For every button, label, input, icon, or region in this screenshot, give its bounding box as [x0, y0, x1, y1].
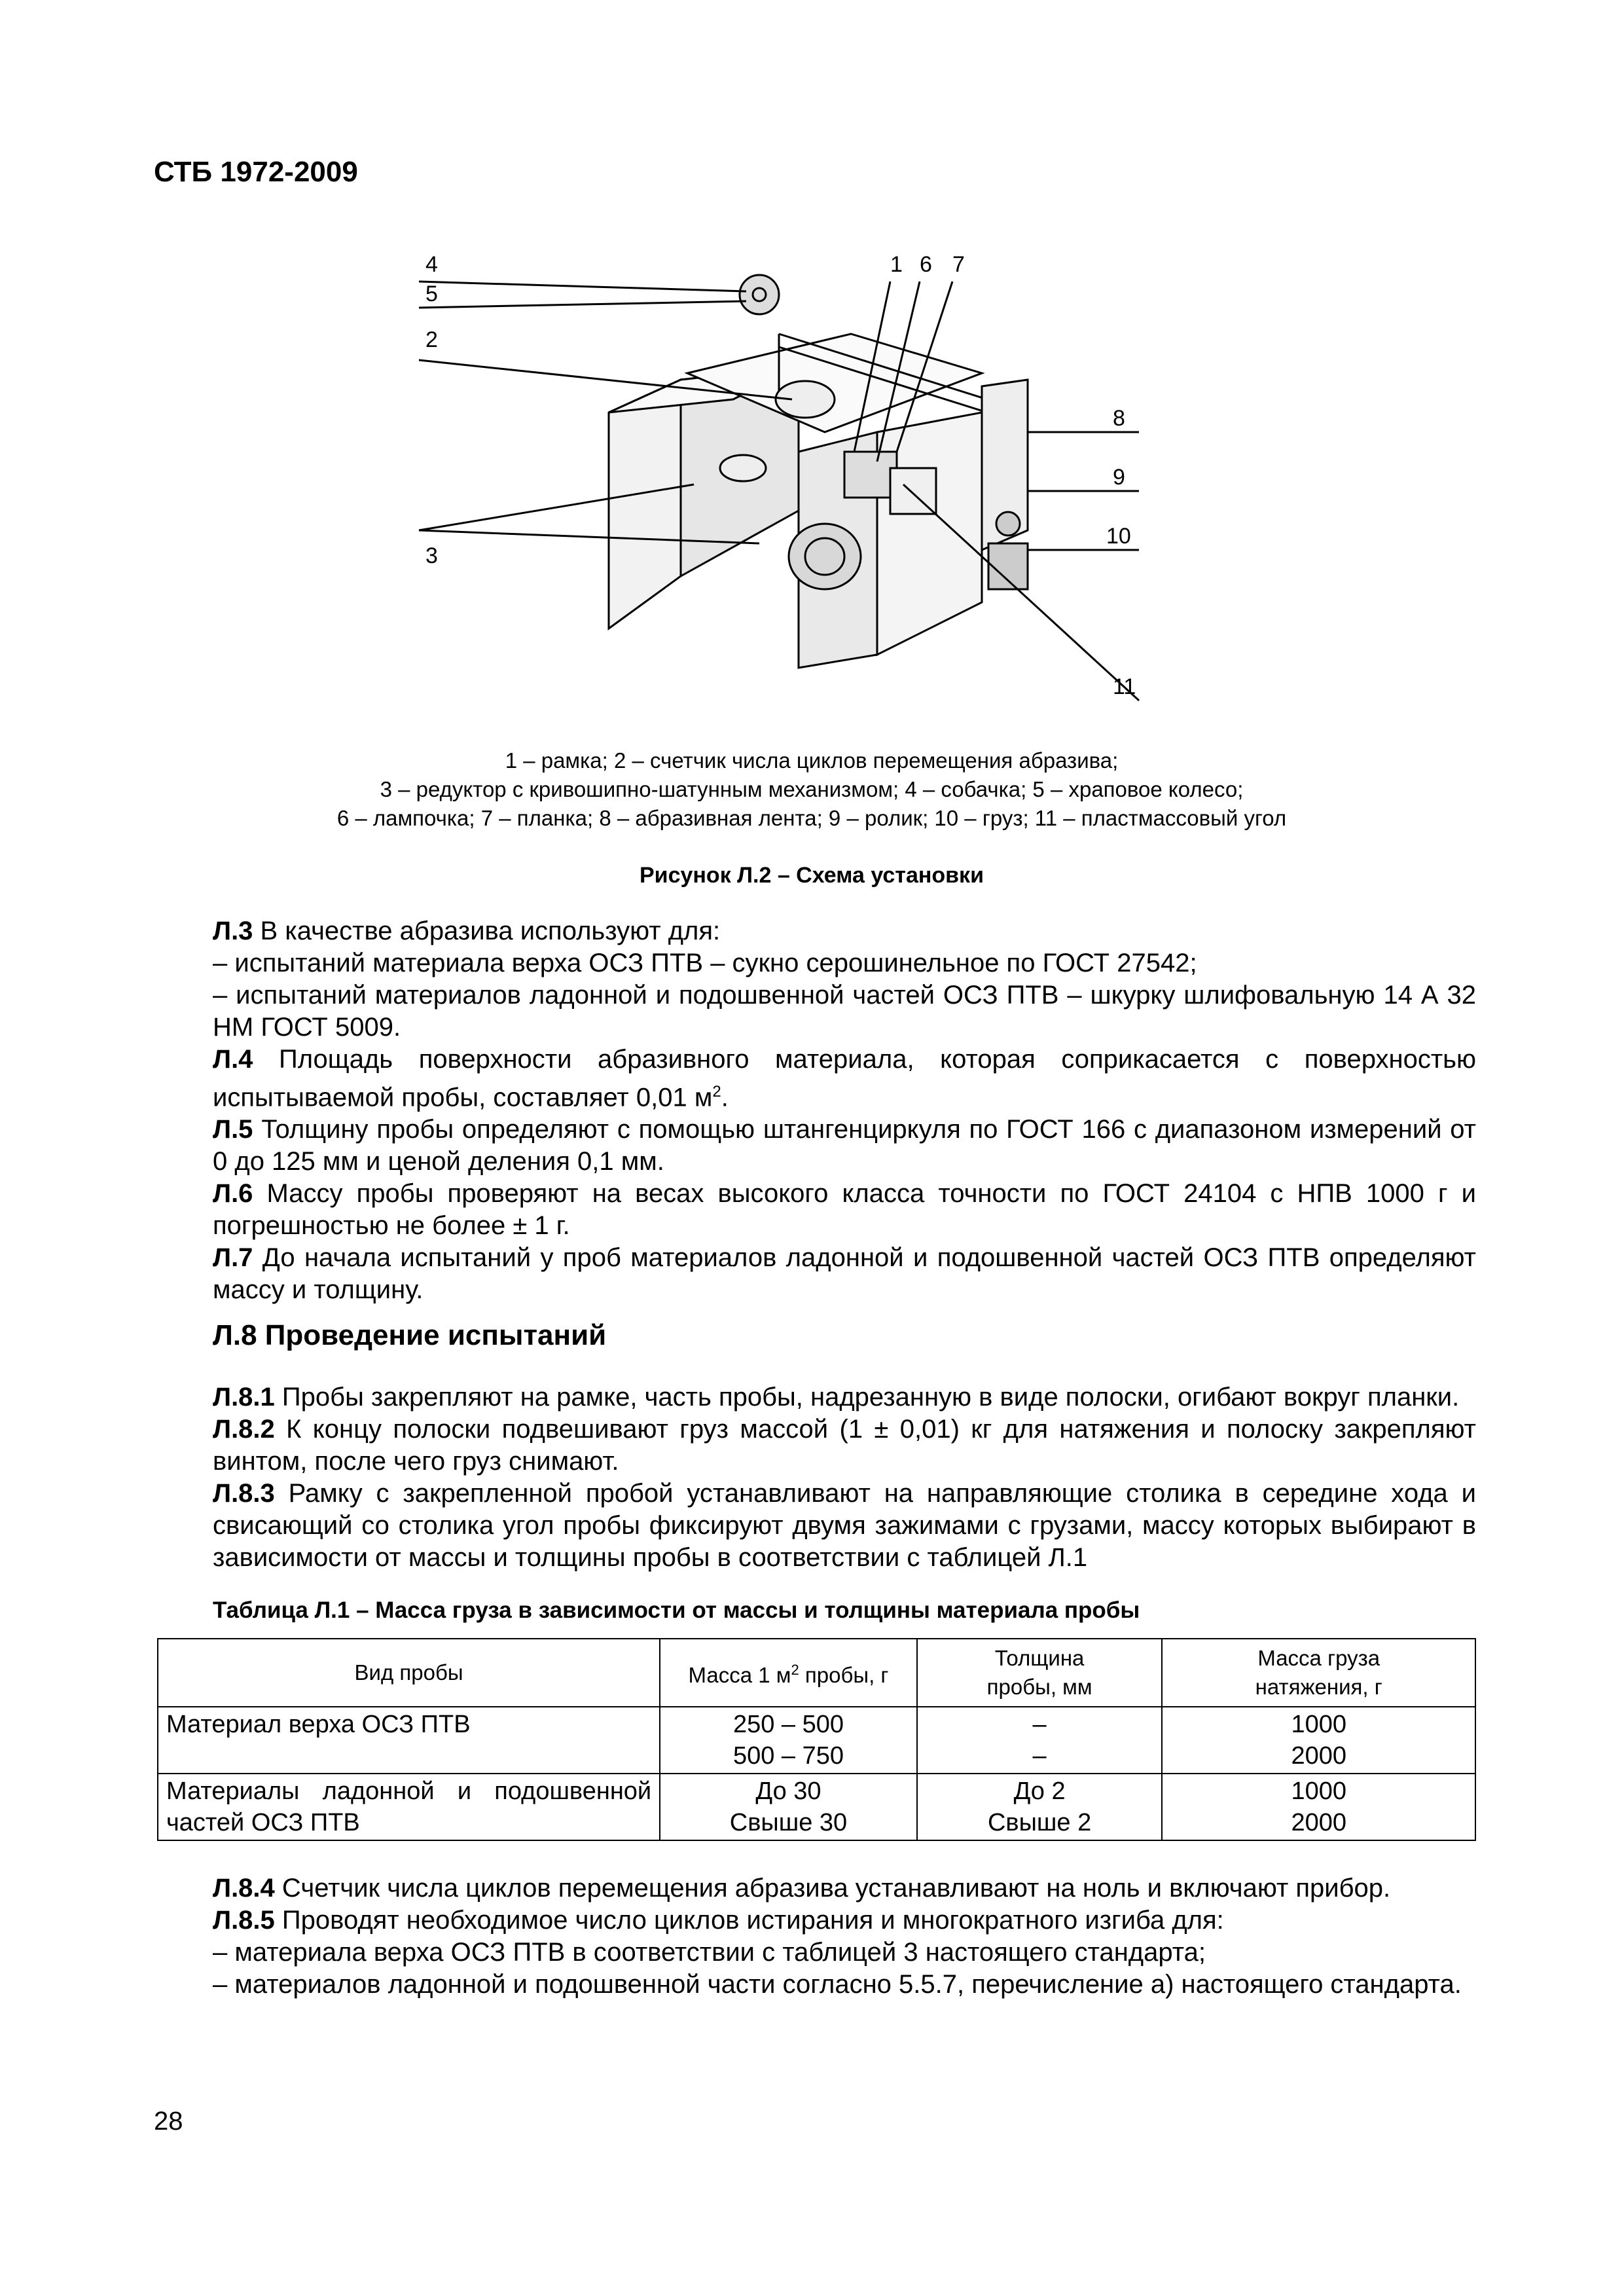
callout-11: 11 — [1113, 674, 1136, 699]
table-row — [158, 1707, 1475, 1774]
paragraph-l84 — [213, 1872, 1476, 1904]
header-line: Масса груза — [1257, 1646, 1380, 1670]
figure-legend — [196, 746, 1427, 833]
cell-mass — [660, 1774, 917, 1840]
header-mass-unit: пробы, г — [799, 1663, 889, 1687]
cell-line: 1000 — [1291, 1711, 1346, 1738]
paragraph-l85 — [213, 1904, 1476, 1937]
cell-line: 1000 — [1291, 1777, 1346, 1805]
callout-3: 3 — [425, 543, 438, 568]
header-mass — [660, 1639, 917, 1707]
cell-line: 500 – 750 — [732, 1742, 844, 1770]
body-text-bottom — [213, 1872, 1476, 2001]
table-header-row — [158, 1639, 1475, 1707]
paragraph-text: Рамку с закрепленной пробой устанавливают на направляющие столика в середине хода и свисающий со столика угол пробы фиксируют двумя зажимами с грузами, массу которых выбирают в зависимости от массы и толщины пробы в соответствии с таблицей Л.1 — [213, 1479, 1476, 1572]
header-kind: Вид пробы — [158, 1639, 660, 1707]
cell-line: Свыше 30 — [729, 1809, 848, 1836]
table-row — [158, 1774, 1475, 1840]
document-header: СТБ 1972-2009 — [154, 156, 358, 188]
list-item: – испытаний материала верха ОСЗ ПТВ – сукно серошинельное по ГОСТ 27542; — [213, 949, 1197, 977]
paragraph-l5 — [213, 1114, 1476, 1178]
cell-line: – — [1032, 1711, 1047, 1738]
legend-line: 1 – рамка; 2 – счетчик числа циклов перемещения абразива; — [505, 748, 1119, 773]
list-item: – материалов ладонной и подошвенной части согласно 5.5.7, перечисление а) настоящего стандарта. — [213, 1970, 1462, 1999]
paragraph-id: Л.5 — [213, 1115, 253, 1144]
paragraph-text: Счетчик числа циклов перемещения абразива устанавливают на ноль и включают прибор. — [274, 1874, 1391, 1903]
paragraph-id: Л.7 — [213, 1243, 253, 1273]
paragraph-end: . — [721, 1083, 729, 1112]
paragraph-l6 — [213, 1178, 1476, 1242]
list-item: – материала верха ОСЗ ПТВ в соответствии с таблицей 3 настоящего стандарта; — [213, 1938, 1206, 1967]
paragraph-text: В качестве абразива используют для: — [253, 917, 721, 945]
cell-kind: Материал верха ОСЗ ПТВ — [158, 1707, 660, 1774]
cell-line: 250 – 500 — [732, 1711, 844, 1738]
paragraph-text: К концу полоски подвешивают груз массой (1 ± 0,01) кг для натяжения и полоску закрепляют винтом, после чего груз снимают. — [213, 1415, 1476, 1476]
apparatus-figure — [425, 236, 1139, 707]
header-load — [1162, 1639, 1475, 1707]
callout-6: 6 — [920, 252, 932, 277]
cell-line: – — [1032, 1742, 1047, 1770]
cell-line: Свыше 2 — [987, 1809, 1092, 1836]
paragraph-text: Массу пробы проверяют на весах высокого класса точности по ГОСТ 24104 с НПВ 1000 г и погрешностью не более ± 1 г. — [213, 1179, 1476, 1241]
paragraph-text: Толщину пробы определяют с помощью штангенциркуля по ГОСТ 166 с диапазоном измерений от 0 до 125 мм и ценой деления 0,1 мм. — [213, 1115, 1476, 1176]
callout-7: 7 — [952, 252, 965, 277]
cell-kind: Материалы ладонной и подошвенной частей ОСЗ ПТВ — [158, 1774, 660, 1840]
paragraph-l3 — [213, 915, 1476, 947]
callout-2: 2 — [425, 327, 438, 352]
callout-1: 1 — [890, 252, 903, 277]
paragraph-text: Пробы закрепляют на рамке, часть пробы, надрезанную в виде полоски, огибают вокруг планки. — [274, 1383, 1460, 1412]
header-line: натяжения, г — [1255, 1675, 1382, 1699]
legend-line: 6 – лампочка; 7 – планка; 8 – абразивная лента; 9 – ролик; 10 – груз; 11 – пластмассовый угол — [336, 806, 1287, 830]
paragraph-id: Л.8.1 — [213, 1383, 275, 1412]
legend-line: 3 – редуктор с кривошипно-шатунным механизмом; 4 – собачка; 5 – храповое колесо; — [380, 777, 1244, 801]
paragraph-l81 — [213, 1381, 1476, 1413]
callout-10: 10 — [1106, 524, 1131, 549]
page-number: 28 — [154, 2107, 183, 2136]
callout-4: 4 — [425, 252, 438, 277]
callout-9: 9 — [1113, 465, 1125, 490]
cell-load — [1162, 1774, 1475, 1840]
cell-line: До 2 — [1013, 1777, 1066, 1805]
cell-line: 2000 — [1291, 1742, 1346, 1770]
paragraph-id: Л.8.3 — [213, 1479, 275, 1508]
paragraph-id: Л.6 — [213, 1179, 253, 1209]
paragraph-l83 — [213, 1478, 1476, 1574]
cell-load — [1162, 1707, 1475, 1774]
header-line: пробы, мм — [986, 1675, 1092, 1699]
apparatus-drawing — [425, 236, 1139, 707]
paragraph-id: Л.4 — [213, 1045, 253, 1074]
section-heading: Л.8 Проведение испытаний — [213, 1319, 607, 1351]
superscript: 2 — [712, 1083, 721, 1101]
paragraph-l7 — [213, 1242, 1476, 1306]
paragraph-l82 — [213, 1413, 1476, 1478]
superscript: 2 — [791, 1662, 799, 1678]
paragraph-text: До начала испытаний у проб материалов ладонной и подошвенной частей ОСЗ ПТВ определяют массу и толщину. — [213, 1243, 1476, 1305]
header-mass-text: Масса 1 м — [688, 1663, 791, 1687]
paragraph-text: Проводят необходимое число циклов истирания и многократного изгиба для: — [274, 1906, 1224, 1935]
cell-thickness — [917, 1774, 1163, 1840]
callout-5: 5 — [425, 282, 438, 306]
paragraph-id: Л.8.4 — [213, 1874, 275, 1903]
paragraph-id: Л.8.5 — [213, 1906, 275, 1935]
paragraph-id: Л.8.2 — [213, 1415, 275, 1444]
figure-caption: Рисунок Л.2 – Схема установки — [640, 863, 984, 888]
paragraph-id: Л.3 — [213, 917, 253, 945]
table-title: Таблица Л.1 – Масса груза в зависимости от массы и толщины материала пробы — [213, 1597, 1140, 1623]
list-item: – испытаний материалов ладонной и подошвенной частей ОСЗ ПТВ – шкурку шлифовальную 14 А 32 НМ ГОСТ 5009. — [213, 981, 1476, 1042]
callout-8: 8 — [1113, 406, 1125, 431]
cell-line: До 30 — [755, 1777, 821, 1805]
header-line: Толщина — [994, 1646, 1085, 1670]
header-thickness — [917, 1639, 1163, 1707]
paragraph-text: Площадь поверхности абразивного материала, которая соприкасается с поверхностью испытываемой пробы, составляет 0,01 м — [213, 1045, 1476, 1112]
load-table — [157, 1638, 1476, 1841]
paragraph-l4 — [213, 1044, 1476, 1114]
body-text-section — [213, 1381, 1476, 1574]
cell-thickness — [917, 1707, 1163, 1774]
body-text-top — [213, 915, 1476, 1306]
cell-mass — [660, 1707, 917, 1774]
cell-line: 2000 — [1291, 1809, 1346, 1836]
